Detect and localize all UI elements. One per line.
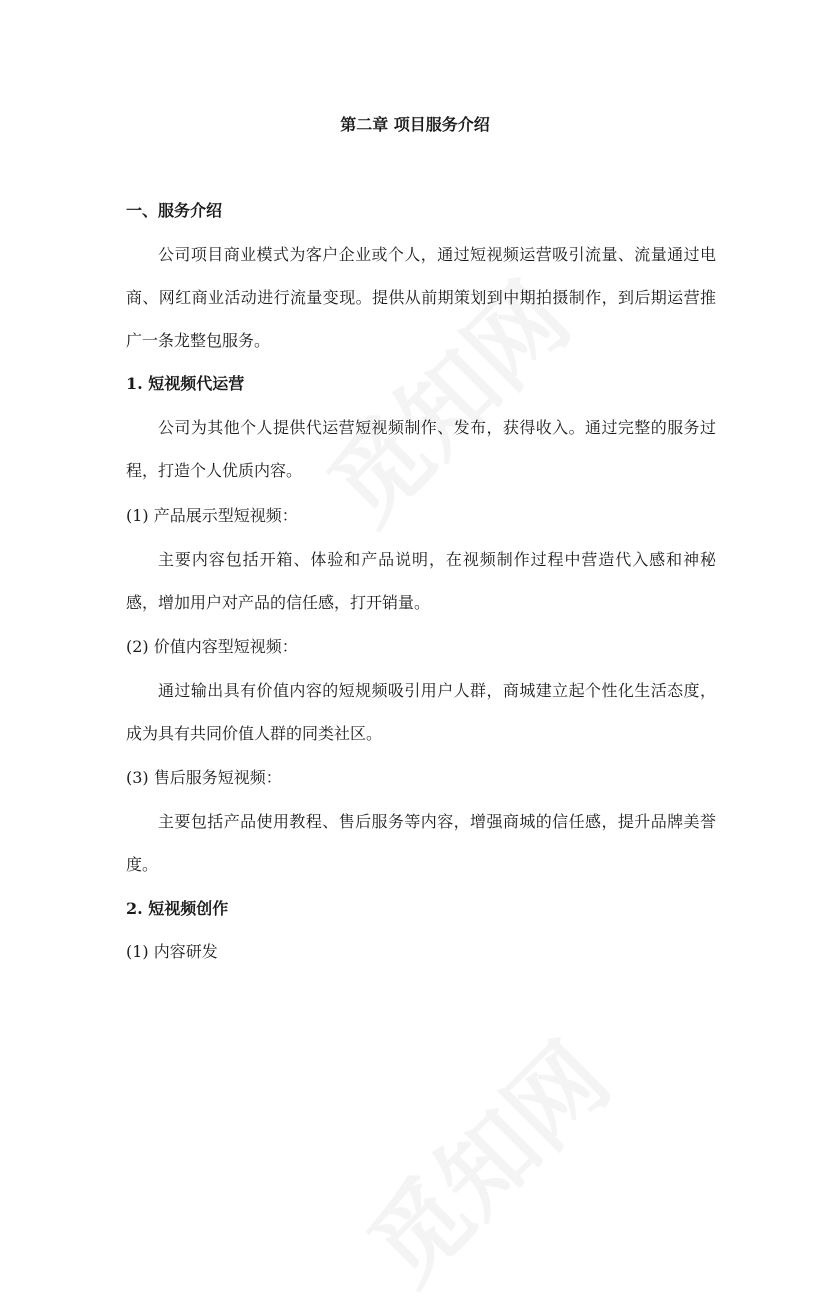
list-item-description: 通过输出具有价值内容的短规频吸引用户人群，商城建立起个性化生活态度，成为具有共同价值人群的同类社区。 <box>126 681 716 743</box>
list-item-description: 主要包括产品使用教程、售后服务等内容，增强商城的信任感，提升品牌美誉度。 <box>126 812 716 874</box>
subsection-heading: 1. 短视频代运营 <box>126 374 245 393</box>
section-heading: 一、服务介绍 <box>126 201 223 220</box>
list-item-label: (1) 内容研发 <box>126 942 218 961</box>
list-item-label: (2) 价值内容型短视频： <box>126 637 298 656</box>
intro-paragraph: 公司项目商业模式为客户企业或个人，通过短视频运营吸引流量、流量通过电商、网红商业活动进行流量变现。提供从前期策划到中期拍摄制作，到后期运营推广一条龙整包服务。 <box>126 245 716 350</box>
list-item-label: (3) 售后服务短视频： <box>126 768 282 787</box>
list-item-label: (1) 产品展示型短视频： <box>126 506 298 525</box>
watermark <box>334 1008 635 1309</box>
chapter-title: 第二章 项目服务介绍 <box>340 115 490 134</box>
list-item-description: 主要内容包括开箱、体验和产品说明，在视频制作过程中营造代入感和神秘感，增加用户对产品的信任感，打开销量。 <box>126 550 716 612</box>
subsection-heading: 2. 短视频创作 <box>126 899 229 918</box>
subsection-paragraph: 公司为其他个人提供代运营短视频制作、发布，获得收入。通过完整的服务过程，打造个人优质内容。 <box>126 418 716 480</box>
